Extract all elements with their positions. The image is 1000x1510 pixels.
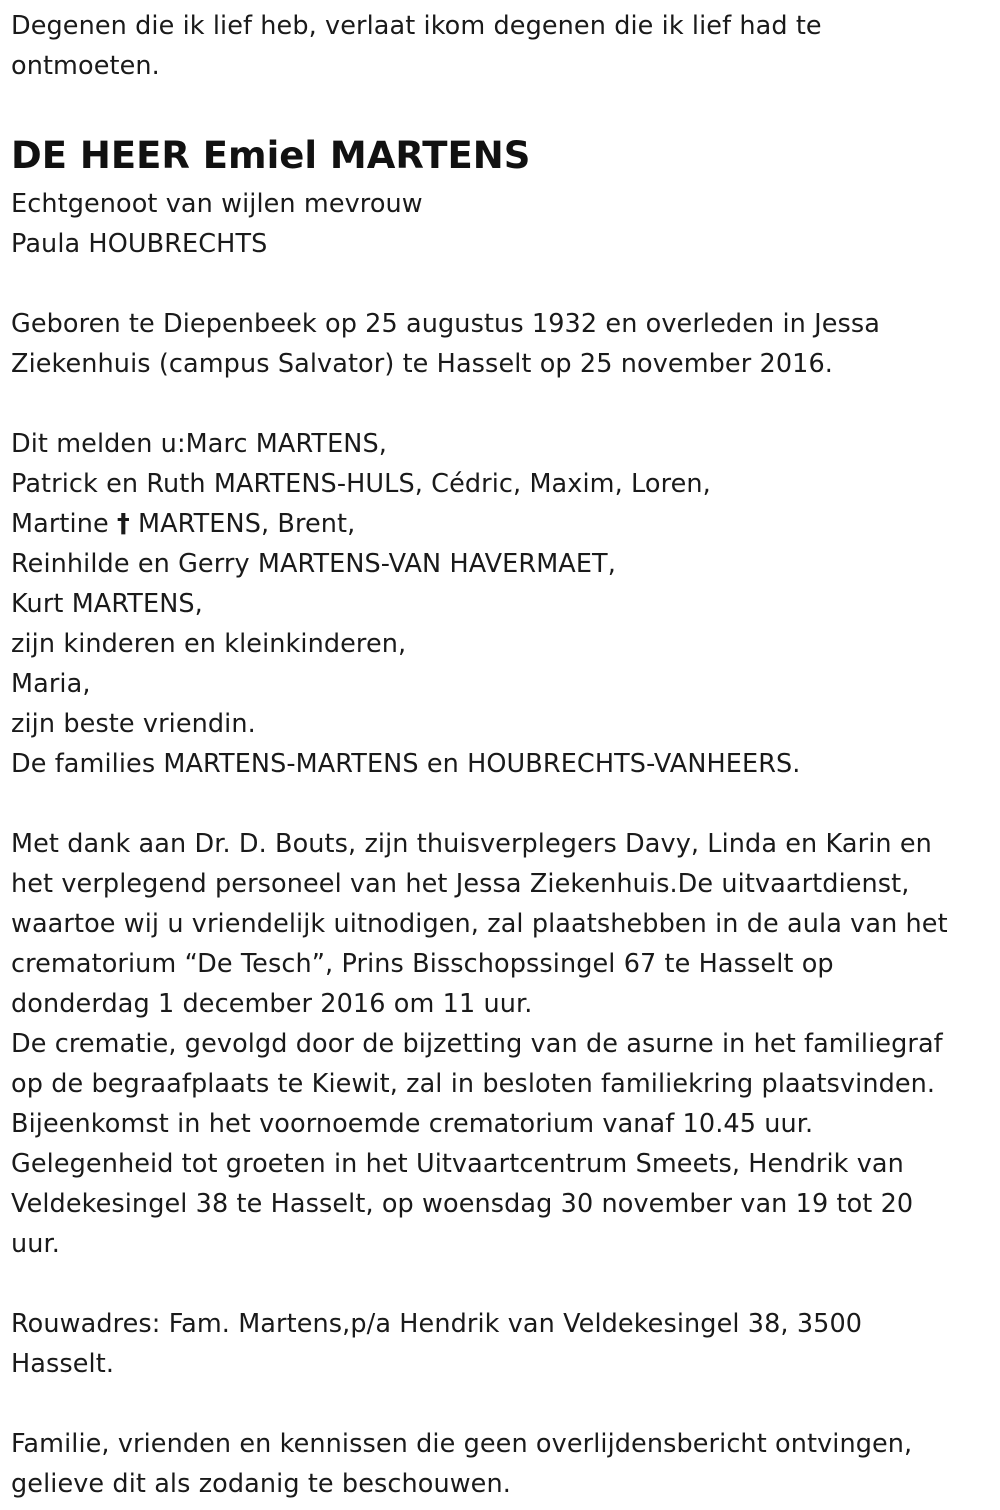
family-line: Reinhilde en Gerry MARTENS-VAN HAVERMAET, — [11, 549, 616, 579]
service-details — [11, 824, 991, 1264]
quote-line: ontmoeten. — [11, 51, 160, 81]
service-line: Veldekesingel 38 te Hasselt, op woensdag 30 november van 19 tot 20 — [11, 1189, 914, 1219]
cross-icon: † — [116, 509, 130, 539]
family-line: Maria, — [11, 669, 91, 699]
birth-death-line: Ziekenhuis (campus Salvator) te Hasselt op 25 november 2016. — [11, 349, 834, 379]
family-line: Patrick en Ruth MARTENS-HULS, Cédric, Maxim, Loren, — [11, 469, 711, 499]
spouse-info — [11, 184, 991, 264]
service-line: donderdag 1 december 2016 om 11 uur. — [11, 989, 533, 1019]
service-line: Bijeenkomst in het voornoemde crematorium vanaf 10.45 uur. — [11, 1109, 814, 1139]
address-line: Hasselt. — [11, 1349, 115, 1379]
spouse-line: Paula HOUBRECHTS — [11, 229, 268, 259]
service-line: uur. — [11, 1229, 60, 1259]
family-line: Kurt MARTENS, — [11, 589, 203, 619]
family-line: De families MARTENS-MARTENS en HOUBRECHTS-VANHEERS. — [11, 749, 801, 779]
closing-note — [11, 1424, 991, 1504]
family-line — [11, 504, 991, 544]
spacer — [11, 1384, 991, 1424]
service-line: crematorium “De Tesch”, Prins Bisschopssingel 67 te Hasselt op — [11, 949, 834, 979]
family-announcement — [11, 424, 991, 784]
spacer — [11, 384, 991, 424]
spacer — [11, 86, 991, 130]
deceased-name: DE HEER Emiel MARTENS — [11, 134, 531, 177]
birth-death-line: Geboren te Diepenbeek op 25 augustus 1932 en overleden in Jessa — [11, 309, 881, 339]
closing-line: gelieve dit als zodanig te beschouwen. — [11, 1469, 511, 1499]
spacer — [11, 264, 991, 304]
service-line: De crematie, gevolgd door de bijzetting van de asurne in het familiegraf — [11, 1029, 943, 1059]
closing-line: Familie, vrienden en kennissen die geen overlijdensbericht ontvingen, — [11, 1429, 913, 1459]
service-line: waartoe wij u vriendelijk uitnodigen, zal plaatshebben in de aula van het — [11, 909, 948, 939]
birth-death-info — [11, 304, 991, 384]
family-line: Dit melden u:Marc MARTENS, — [11, 429, 387, 459]
opening-quote — [11, 6, 991, 86]
service-line: Gelegenheid tot groeten in het Uitvaartcentrum Smeets, Hendrik van — [11, 1149, 904, 1179]
family-line: zijn kinderen en kleinkinderen, — [11, 629, 407, 659]
spouse-line: Echtgenoot van wijlen mevrouw — [11, 189, 423, 219]
address-line: Rouwadres: Fam. Martens,p/a Hendrik van Veldekesingel 38, 3500 — [11, 1309, 863, 1339]
quote-line: Degenen die ik lief heb, verlaat ikom degenen die ik lief had te — [11, 11, 822, 41]
spacer — [11, 784, 991, 824]
family-name-text: Martine — [11, 509, 117, 539]
mourning-address — [11, 1304, 991, 1384]
service-line: het verplegend personeel van het Jessa Ziekenhuis.De uitvaartdienst, — [11, 869, 910, 899]
spacer — [11, 1264, 991, 1304]
family-line: zijn beste vriendin. — [11, 709, 256, 739]
obituary-notice — [11, 6, 991, 1504]
service-line: op de begraafplaats te Kiewit, zal in besloten familiekring plaatsvinden. — [11, 1069, 936, 1099]
family-name-text: MARTENS, Brent, — [129, 509, 356, 539]
service-line: Met dank aan Dr. D. Bouts, zijn thuisverplegers Davy, Linda en Karin en — [11, 829, 932, 859]
